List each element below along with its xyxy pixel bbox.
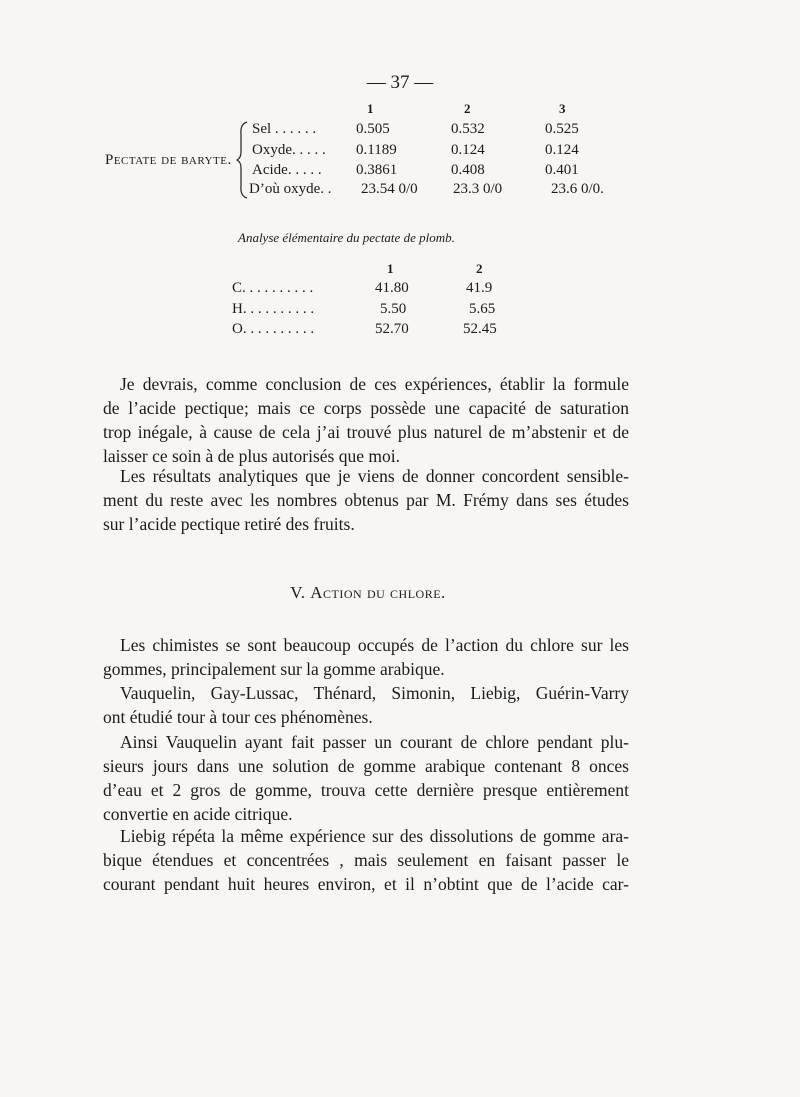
section-numeral: V. (290, 583, 306, 602)
text-line: Ainsi Vauquelin ayant fait passer un courant de chlore pendant plu- (120, 732, 629, 752)
lead-col-header: 2 (476, 261, 483, 276)
baryte-cell: 0.124 (545, 142, 579, 158)
paragraph-results (103, 464, 629, 536)
baryte-row-name: Acide. . . . . (252, 162, 322, 178)
lead-cell: 41.9 (466, 280, 493, 296)
text-line: Vauquelin, Gay-Lussac, Thénard, Simonin, Liebig, Guérin-Varry (120, 683, 629, 703)
lead-row-name: C. . . . . . . . . . (232, 280, 314, 296)
lead-col-header: 1 (387, 261, 394, 276)
baryte-row-name: Oxyde. . . . . (252, 142, 326, 158)
lead-row-name: H. . . . . . . . . . (232, 301, 315, 317)
lead-row-name: O. . . . . . . . . . (232, 321, 315, 337)
baryte-cell: 23.6 0/0. (551, 181, 604, 197)
paragraph-chlorine-intro (103, 633, 629, 681)
text-line: sur l’acide pectique retiré des fruits. (103, 514, 355, 534)
text-line: d’eau et 2 gros de gomme, trouva cette dernière presque entièrement (103, 780, 629, 800)
baryte-cell: 0.3861 (356, 162, 398, 178)
text-line: courant pendant huit heures environ, et il n’obtint que de l’acide car- (103, 874, 629, 894)
text-line: Les chimistes se sont beaucoup occupés de l’action du chlore sur les (120, 635, 629, 655)
baryte-cell: 0.124 (451, 142, 485, 158)
baryte-cell: 0.525 (545, 121, 579, 137)
baryte-col-header: 2 (464, 101, 471, 116)
text-line: Je devrais, comme conclusion de ces expériences, établir la formule (120, 374, 629, 394)
baryte-cell: 0.401 (545, 162, 579, 178)
baryte-col-header: 3 (559, 101, 566, 116)
text-line: Liebig répéta la même expérience sur des dissolutions de gomme ara- (120, 826, 629, 846)
lead-cell: 52.45 (463, 321, 497, 337)
page-number: — 37 — (366, 72, 434, 93)
lead-cell: 5.50 (380, 301, 407, 317)
baryte-cell: 0.532 (451, 121, 485, 137)
baryte-row-name: Sel . . . . . . (252, 121, 317, 137)
section-heading-text: Action du chlore. (310, 583, 446, 602)
paragraph-researchers (103, 681, 629, 729)
paragraph-liebig (103, 824, 629, 896)
text-line: convertie en acide citrique. (103, 804, 293, 824)
lead-cell: 41.80 (375, 280, 409, 296)
text-line: laisser ce soin à de plus autorisés que moi. (103, 446, 400, 466)
paragraph-vauquelin (103, 730, 629, 826)
text-line: Les résultats analytiques que je viens de donner concordent sensible- (120, 466, 629, 486)
text-line: trop inégale, à cause de cela j’ai trouvé plus naturel de m’abstenir et de (103, 422, 629, 442)
baryte-cell: 23.54 0/0 (361, 181, 418, 197)
text-line: ont étudié tour à tour ces phénomènes. (103, 707, 373, 727)
baryte-cell: 0.1189 (356, 142, 397, 158)
lead-cell: 52.70 (375, 321, 409, 337)
section-title (0, 583, 736, 603)
baryte-col-header: 1 (367, 101, 374, 116)
text-line: bique étendues et concentrées , mais seulement en faisant passer le (103, 850, 629, 870)
baryte-cell: 23.3 0/0 (453, 181, 503, 197)
baryte-row-name: D’où oxyde. . (249, 181, 332, 197)
lead-table-caption: Analyse élémentaire du pectate de plomb. (238, 230, 455, 245)
text-line: sieurs jours dans une solution de gomme arabique contenant 8 onces (103, 756, 629, 776)
baryte-cell: 0.408 (451, 162, 485, 178)
baryte-table-label: Pectate de baryte. (105, 152, 232, 168)
paragraph-conclusion (103, 372, 629, 468)
baryte-cell: 0.505 (356, 121, 390, 137)
text-line: ment du reste avec les nombres obtenus par M. Frémy dans ses études (103, 490, 629, 510)
brace-icon (236, 120, 250, 200)
text-line: de l’acide pectique; mais ce corps possède une capacité de saturation (103, 398, 629, 418)
text-line: gommes, principalement sur la gomme arabique. (103, 659, 445, 679)
lead-cell: 5.65 (469, 301, 496, 317)
